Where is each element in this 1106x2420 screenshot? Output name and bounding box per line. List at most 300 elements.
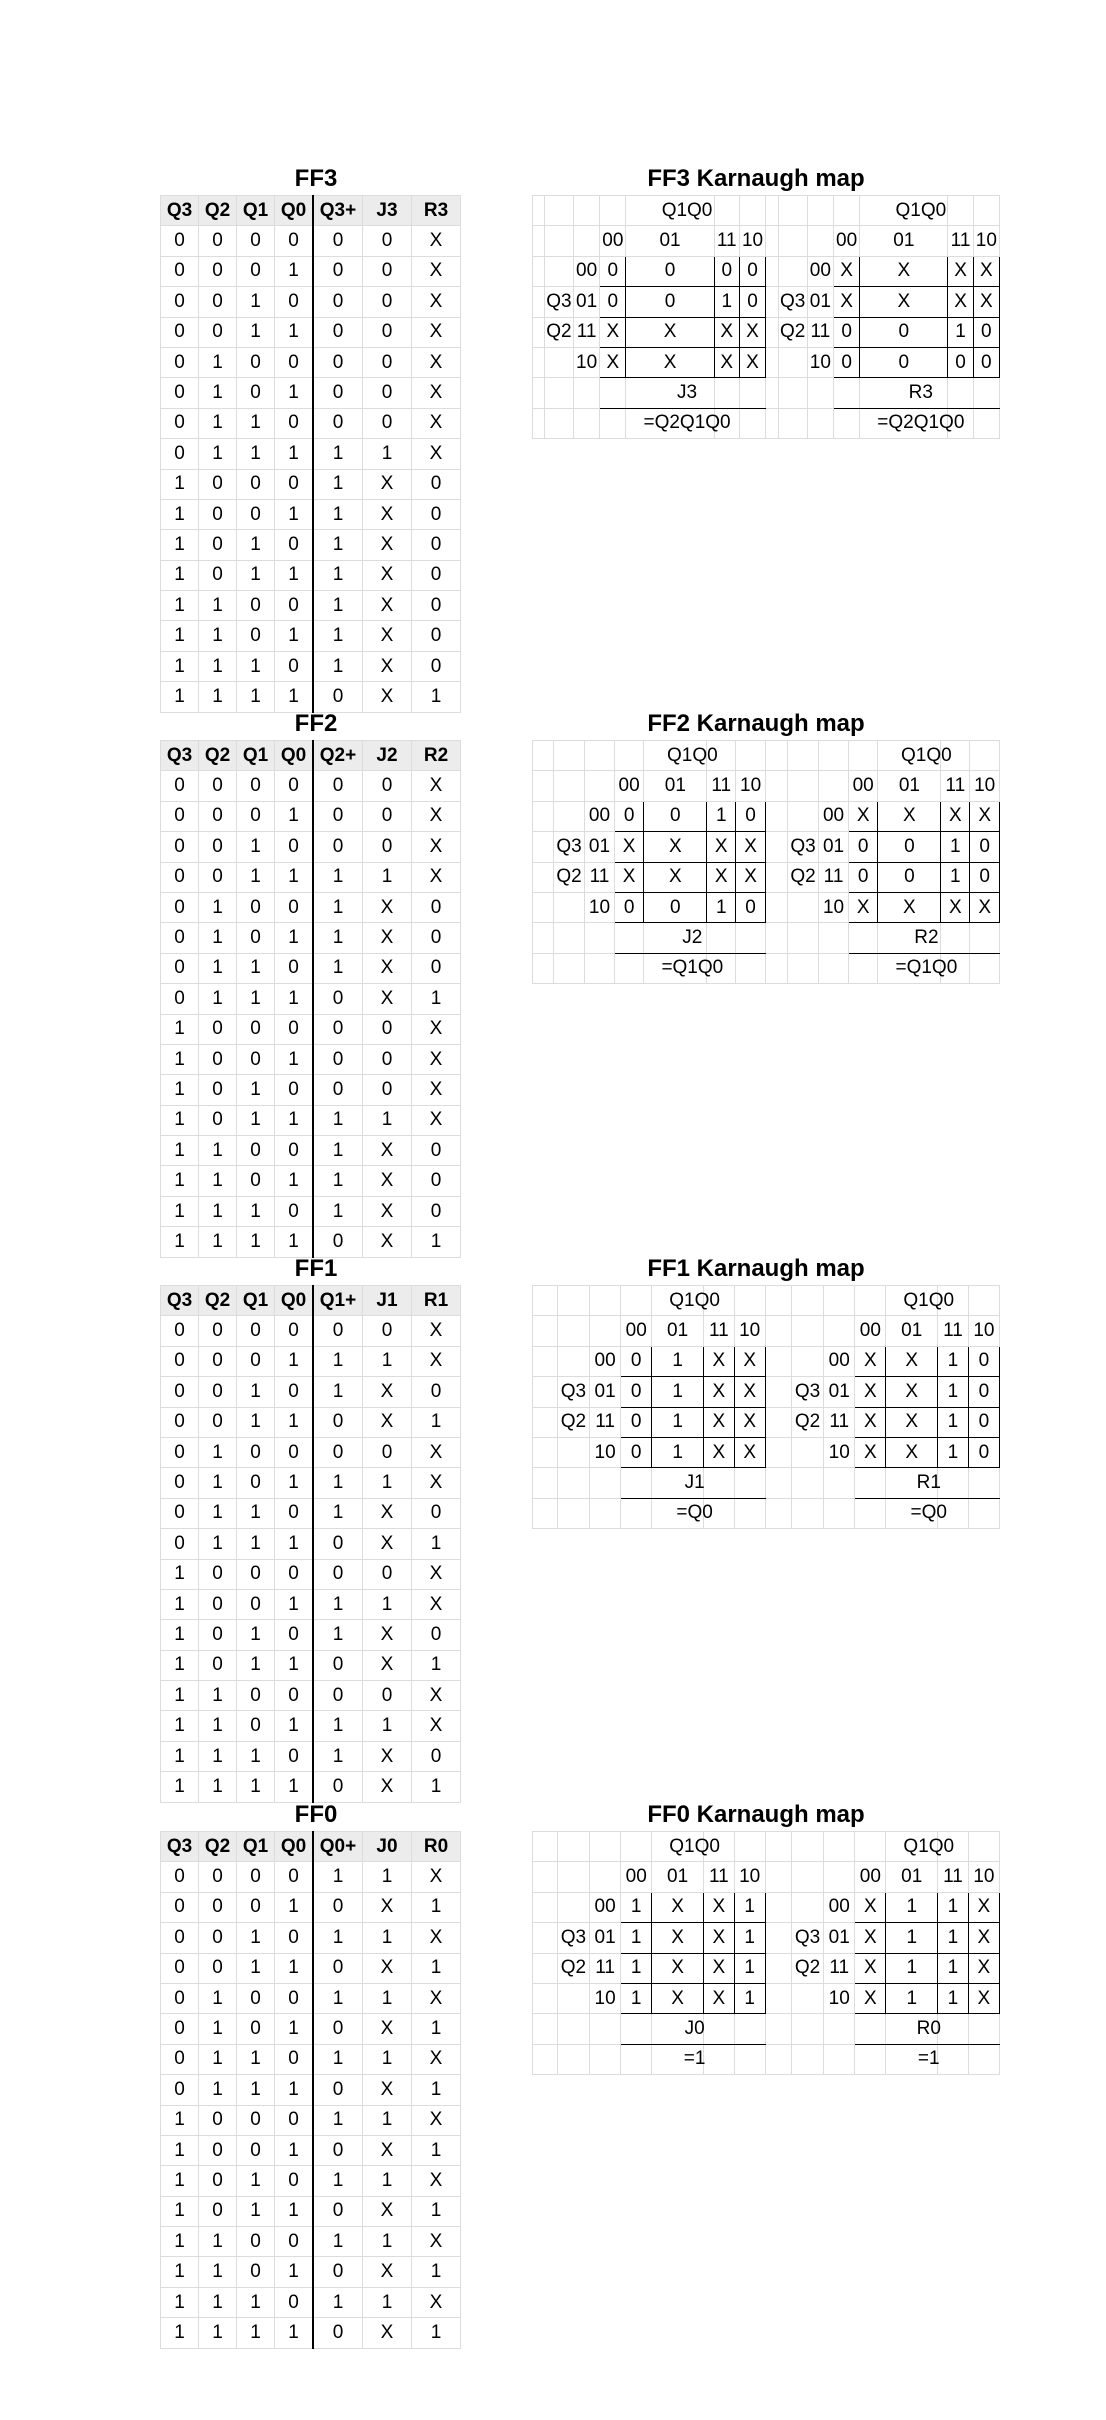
table-cell: 0 [313, 317, 363, 347]
kmap-cell [765, 1892, 791, 1922]
kmap-value-cell: X [855, 1923, 886, 1953]
kmap-cell [766, 347, 779, 377]
kmap-cell [778, 226, 807, 256]
column-header: Q2+ [313, 741, 363, 771]
table-cell: 1 [237, 682, 275, 712]
kmap-value-cell: X [703, 1892, 734, 1922]
table-cell: 1 [199, 1227, 237, 1257]
table-cell: 0 [313, 1075, 363, 1105]
kmap-row-header: 11 [585, 862, 615, 892]
table-cell: 1 [199, 1136, 237, 1166]
table-cell: 0 [161, 2044, 199, 2074]
table-cell: 0 [412, 591, 461, 621]
kmap-cell [807, 408, 833, 438]
table-cell: 0 [199, 1346, 237, 1376]
table-cell: 1 [161, 2257, 199, 2287]
kmap-value-cell: X [948, 256, 973, 286]
table-cell: 1 [237, 2287, 275, 2317]
kmap-cell [621, 2044, 652, 2074]
ff-block [160, 1801, 1000, 2341]
kmap-row [533, 771, 1000, 801]
kmap-row-header: 00 [573, 256, 599, 286]
table-cell: 0 [275, 1316, 314, 1346]
kmap-value-cell: X [834, 287, 860, 317]
table-cell: 0 [237, 621, 275, 651]
kmap-value-cell: 0 [973, 347, 999, 377]
kmap-value-cell: 0 [878, 832, 941, 862]
table-cell: 1 [275, 499, 314, 529]
kmap-value-cell: X [941, 892, 970, 922]
table-cell: 0 [237, 499, 275, 529]
kmap-cell [553, 953, 584, 983]
table-row [161, 469, 461, 499]
kmap-col-header: 10 [968, 1862, 999, 1892]
kmap-value-cell: 0 [973, 317, 999, 347]
table-cell: 1 [237, 560, 275, 590]
table-row [161, 287, 461, 317]
table-cell: 0 [363, 771, 412, 801]
table-row [161, 347, 461, 377]
table-row [161, 984, 461, 1014]
kmap-row-var: Q2 [791, 1407, 823, 1437]
table-cell: 0 [313, 2257, 363, 2287]
table-cell: 1 [237, 1650, 275, 1680]
kmap-cell [533, 378, 545, 408]
column-header: R1 [412, 1286, 461, 1316]
table-cell: 1 [161, 651, 199, 681]
table-cell: 1 [363, 2227, 412, 2257]
table-row [161, 771, 461, 801]
kmap-cell [533, 862, 554, 892]
kmap-col-header: 10 [736, 771, 766, 801]
table-cell: X [412, 226, 461, 256]
kmap-col-var: Q1Q0 [877, 196, 965, 226]
table-cell: 0 [313, 1681, 363, 1711]
kmap-cell [533, 771, 554, 801]
kmap-cell [585, 771, 615, 801]
column-header: Q3 [161, 1832, 199, 1862]
table-cell: 0 [313, 1772, 363, 1802]
table-cell: 1 [237, 1923, 275, 1953]
table-cell: 1 [199, 1166, 237, 1196]
kmap-row-header: 11 [807, 317, 833, 347]
table-cell: X [363, 469, 412, 499]
table-cell: 0 [313, 347, 363, 377]
kmap-cell [819, 953, 849, 983]
table-cell: 0 [161, 1346, 199, 1376]
kmap-col-header: 11 [714, 226, 739, 256]
table-cell: 1 [237, 2075, 275, 2105]
kmap-col-var: Q1Q0 [669, 1832, 721, 1862]
table-cell: X [412, 801, 461, 831]
table-cell: 0 [313, 287, 363, 317]
table-cell: X [412, 347, 461, 377]
table-cell: X [412, 287, 461, 317]
kmap-cell [855, 1832, 886, 1862]
kmap-value-cell: X [644, 862, 707, 892]
table-cell: X [363, 1620, 412, 1650]
kmap-row [533, 1407, 1000, 1437]
table-cell: 0 [412, 1136, 461, 1166]
table-cell: 1 [161, 1166, 199, 1196]
kmap-cell [734, 1498, 765, 1528]
kmap-cell [765, 923, 787, 953]
kmap-value-cell: 1 [734, 1923, 765, 1953]
kmap-cell [533, 317, 545, 347]
kmap-value-cell: 0 [614, 892, 644, 922]
table-cell: X [363, 2318, 412, 2348]
kmap-col-header: 01 [626, 226, 714, 256]
kmap-cell [585, 923, 615, 953]
table-row [161, 2044, 461, 2074]
kmap-cell [791, 1316, 823, 1346]
kmap-cell [600, 196, 626, 226]
table-cell: 1 [313, 591, 363, 621]
kmap-row [533, 317, 1000, 347]
table-cell: 0 [275, 2166, 314, 2196]
kmap-col-header: 00 [834, 226, 860, 256]
kmap-row-header: 01 [585, 832, 615, 862]
table-cell: 1 [237, 1953, 275, 1983]
table-cell: 0 [412, 469, 461, 499]
kmap-value-cell: 1 [948, 317, 973, 347]
kmap-row-header: 00 [590, 1346, 621, 1376]
table-cell: 0 [275, 1075, 314, 1105]
kmap-cell [734, 1468, 765, 1498]
table-cell: X [363, 530, 412, 560]
kmap-cell [736, 741, 766, 771]
kmap-value-cell: X [973, 256, 999, 286]
kmap-row-var: Q3 [787, 832, 818, 862]
kmap-cell [766, 256, 779, 286]
kmap-title: FF3 Karnaugh map [647, 165, 865, 192]
kmap-cell [573, 408, 599, 438]
kmap-cell [824, 2044, 855, 2074]
kmap-cell [590, 1316, 621, 1346]
table-cell: 1 [363, 2105, 412, 2135]
table-cell: 1 [313, 2044, 363, 2074]
kmap-value-cell: X [736, 832, 766, 862]
table-cell: 0 [199, 2135, 237, 2165]
table-row [161, 892, 461, 922]
kmap-row-header: 10 [590, 1437, 621, 1467]
kmap-row-var: Q2 [553, 862, 584, 892]
kmap-cell [533, 196, 545, 226]
kmap-cell [765, 1286, 791, 1316]
kmap-col-header: 10 [970, 771, 1000, 801]
table-cell: 0 [237, 469, 275, 499]
table-cell: 1 [313, 1105, 363, 1135]
table-cell: 1 [161, 499, 199, 529]
table-cell: X [363, 892, 412, 922]
column-header: R3 [412, 196, 461, 226]
truth-table [160, 1285, 461, 1803]
table-cell: 1 [363, 1105, 412, 1135]
kmap-cell [968, 1832, 999, 1862]
table-cell: 1 [161, 560, 199, 590]
kmap-cell [807, 378, 833, 408]
kmap-value-cell: X [886, 1407, 938, 1437]
column-header: Q1 [237, 1286, 275, 1316]
kmap-output-name: R3 [877, 378, 965, 408]
table-cell: 1 [275, 1711, 314, 1741]
table-cell: 1 [199, 2287, 237, 2317]
table-cell: 0 [275, 1437, 314, 1467]
table-cell: 1 [199, 2014, 237, 2044]
table-cell: 1 [199, 892, 237, 922]
kmap-col-header: 00 [855, 1316, 886, 1346]
table-cell: 0 [161, 892, 199, 922]
kmap-output-name: J3 [643, 378, 731, 408]
table-cell: 1 [199, 2044, 237, 2074]
kmap-cell [533, 923, 554, 953]
kmap-title: FF2 Karnaugh map [647, 710, 865, 737]
table-row [161, 226, 461, 256]
table-cell: 0 [199, 2196, 237, 2226]
table-cell: 0 [313, 1953, 363, 1983]
table-cell: 1 [412, 1529, 461, 1559]
kmap-value-cell: 0 [834, 317, 860, 347]
kmap-value-cell: X [600, 317, 626, 347]
table-cell: X [363, 2014, 412, 2044]
table-cell: 0 [275, 1136, 314, 1166]
kmap-value-cell: 1 [938, 1346, 969, 1376]
kmap-cell [765, 771, 787, 801]
table-cell: 0 [275, 1014, 314, 1044]
kmap-value-cell: 1 [938, 1407, 969, 1437]
table-cell: 0 [161, 347, 199, 377]
table-cell: 0 [275, 953, 314, 983]
table-cell: 1 [275, 1650, 314, 1680]
kmap-row-header: 11 [824, 1407, 855, 1437]
table-cell: 0 [313, 832, 363, 862]
table-row [161, 317, 461, 347]
kmap-output-name: J1 [669, 1468, 721, 1498]
kmap-cell [765, 1983, 791, 2013]
table-cell: 1 [275, 2257, 314, 2287]
kmap-row-var: Q2 [544, 317, 573, 347]
kmap-value-cell: X [703, 1437, 734, 1467]
table-cell: 1 [313, 499, 363, 529]
kmap-value-cell: 0 [878, 862, 941, 892]
kmap-value-cell: 0 [968, 1346, 999, 1376]
kmap-col-header: 00 [855, 1862, 886, 1892]
kmap-value-cell: 1 [938, 1953, 969, 1983]
kmap-col-header: 00 [600, 226, 626, 256]
table-cell: 0 [199, 1407, 237, 1437]
table-row [161, 832, 461, 862]
table-cell: 0 [412, 1498, 461, 1528]
kmap-value-cell: X [626, 347, 714, 377]
column-header: Q1 [237, 1832, 275, 1862]
table-cell: 1 [275, 1105, 314, 1135]
column-header: Q1 [237, 196, 275, 226]
table-cell: 1 [237, 2196, 275, 2226]
table-cell: 0 [161, 1498, 199, 1528]
column-header: Q0 [275, 1286, 314, 1316]
kmap-expression: =Q0 [669, 1498, 721, 1528]
kmap-value-cell: X [652, 1983, 704, 2013]
kmap-cell [557, 1316, 589, 1346]
table-cell: X [363, 1196, 412, 1226]
table-cell: 1 [313, 439, 363, 469]
kmap-value-cell: X [848, 892, 878, 922]
kmap-col-header: 00 [848, 771, 878, 801]
table-cell: 0 [363, 832, 412, 862]
kmap-row-header: 10 [590, 1983, 621, 2013]
table-cell: 0 [363, 1044, 412, 1074]
table-cell: 0 [237, 1346, 275, 1376]
table-cell: X [363, 651, 412, 681]
kmap-expression: =1 [903, 2044, 955, 2074]
table-cell: 0 [199, 1862, 237, 1892]
table-cell: 0 [313, 2075, 363, 2105]
kmap-cell [553, 923, 584, 953]
table-cell: 1 [313, 2227, 363, 2257]
table-cell: 0 [199, 1923, 237, 1953]
column-header: Q1+ [313, 1286, 363, 1316]
table-cell: X [412, 1559, 461, 1589]
table-cell: 1 [161, 1559, 199, 1589]
kmap-cell [765, 1377, 791, 1407]
table-cell: 0 [313, 1407, 363, 1437]
table-cell: 1 [199, 923, 237, 953]
table-cell: 1 [412, 1772, 461, 1802]
table-cell: 1 [161, 1044, 199, 1074]
table-cell: 0 [313, 771, 363, 801]
table-cell: 1 [161, 621, 199, 651]
table-cell: X [412, 1862, 461, 1892]
kmap-value-cell: X [848, 801, 878, 831]
table-cell: 1 [412, 2014, 461, 2044]
kmap-row-var: Q3 [778, 287, 807, 317]
kmap-cell [544, 378, 573, 408]
table-cell: 1 [161, 1681, 199, 1711]
table-row [161, 1044, 461, 1074]
table-cell: 0 [313, 984, 363, 1014]
table-cell: 1 [199, 439, 237, 469]
kmap-cell [968, 2014, 999, 2044]
table-cell: 1 [313, 1196, 363, 1226]
table-row [161, 1681, 461, 1711]
kmap-cell [765, 862, 787, 892]
table-cell: 0 [237, 591, 275, 621]
table-cell: 1 [161, 530, 199, 560]
kmap-cell [614, 923, 644, 953]
kmap-value-cell: 1 [938, 1892, 969, 1922]
kmap-row-header: 00 [819, 801, 849, 831]
table-cell: X [412, 1589, 461, 1619]
table-cell: 1 [313, 469, 363, 499]
kmap-cell [600, 408, 626, 438]
table-cell: 0 [412, 1741, 461, 1771]
table-cell: 0 [313, 256, 363, 286]
table-cell: 0 [161, 1953, 199, 1983]
kmap-value-cell: X [941, 801, 970, 831]
kmap-cell [533, 1286, 558, 1316]
kmap-value-cell: X [626, 317, 714, 347]
table-cell: 0 [161, 953, 199, 983]
kmap-value-cell: X [707, 862, 736, 892]
kmap-cell [766, 196, 779, 226]
table-cell: 1 [237, 832, 275, 862]
kmap-cell [765, 801, 787, 831]
table-cell: X [363, 591, 412, 621]
table-cell: X [363, 1166, 412, 1196]
kmap-cell [968, 1498, 999, 1528]
table-cell: 1 [313, 621, 363, 651]
table-cell: 0 [275, 226, 314, 256]
table-cell: 1 [199, 2318, 237, 2348]
kmap-output-name: R0 [903, 2014, 955, 2044]
table-row [161, 1983, 461, 2013]
kmap-row-header: 01 [824, 1377, 855, 1407]
table-cell: 0 [275, 287, 314, 317]
kmap-value-cell: 0 [968, 1437, 999, 1467]
table-cell: 0 [363, 408, 412, 438]
table-cell: 0 [275, 2227, 314, 2257]
kmap-row-header: 10 [824, 1437, 855, 1467]
table-cell: 0 [199, 862, 237, 892]
table-cell: 0 [275, 2105, 314, 2135]
table-cell: X [412, 2287, 461, 2317]
kmap-cell [585, 741, 615, 771]
table-cell: 0 [275, 1377, 314, 1407]
kmap-value-cell: X [948, 287, 973, 317]
column-header: J3 [363, 196, 412, 226]
table-cell: 0 [412, 530, 461, 560]
kmap-cell [968, 1468, 999, 1498]
kmap-value-cell: 1 [734, 1953, 765, 1983]
table-cell: 1 [313, 862, 363, 892]
table-cell: 0 [237, 2135, 275, 2165]
column-header: Q2 [199, 196, 237, 226]
table-cell: 0 [199, 1559, 237, 1589]
kmap-row-header: 00 [590, 1892, 621, 1922]
kmap-value-cell: X [878, 892, 941, 922]
kmap-value-cell: X [703, 1983, 734, 2013]
kmap-cell [765, 2044, 791, 2074]
table-cell: 1 [161, 1105, 199, 1135]
kmap-row-var: Q2 [787, 862, 818, 892]
table-row [161, 2196, 461, 2226]
table-cell: 0 [161, 1316, 199, 1346]
kmap-cell [824, 1316, 855, 1346]
kmap-col-header: 11 [707, 771, 736, 801]
table-cell: 1 [313, 953, 363, 983]
table-cell: 0 [199, 1620, 237, 1650]
table-cell: X [412, 2166, 461, 2196]
kmap-cell [621, 2014, 652, 2044]
column-header: J2 [363, 741, 412, 771]
kmap-value-cell: X [703, 1923, 734, 1953]
kmap-cell [791, 2014, 823, 2044]
kmap-row [533, 2014, 1000, 2044]
table-row [161, 1498, 461, 1528]
kmap-value-cell: X [973, 287, 999, 317]
kmap-row [533, 1286, 1000, 1316]
table-row [161, 1620, 461, 1650]
table-cell: 0 [313, 2014, 363, 2044]
kmap-col-var: Q1Q0 [669, 1286, 721, 1316]
table-cell: 1 [275, 2318, 314, 2348]
table-cell: X [412, 408, 461, 438]
table-cell: 1 [363, 1589, 412, 1619]
kmap-cell [765, 741, 787, 771]
table-cell: 1 [275, 1468, 314, 1498]
table-cell: 0 [237, 1681, 275, 1711]
kmap-cell [590, 1498, 621, 1528]
